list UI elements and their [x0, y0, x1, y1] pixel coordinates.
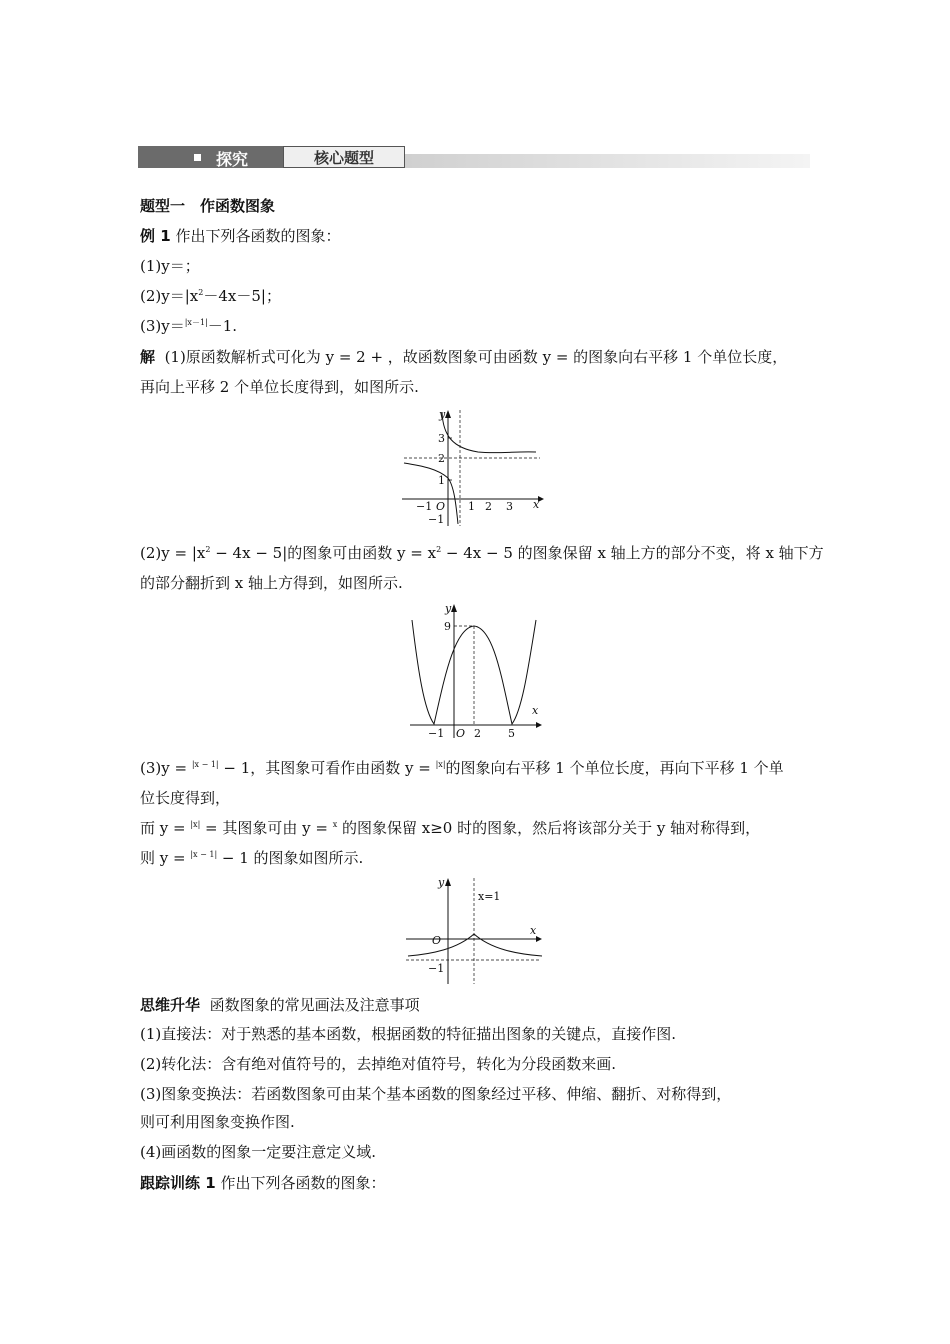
solution-1-line-2: 再向上平移 2 个单位长度得到，如图所示.: [140, 378, 419, 396]
summary-point-3a: (3)图象变换法：若函数图象可由某个基本函数的图象经过平移、伸缩、翻折、对称得到，: [140, 1085, 732, 1103]
item-1: (1)y＝；: [140, 257, 200, 275]
section-banner: [138, 146, 810, 170]
fig2-x-label: x: [532, 704, 539, 717]
example-label: 例 1: [140, 227, 171, 245]
fig2-tick-9: 9: [444, 620, 451, 633]
fig1-tick-x3: 3: [506, 500, 513, 513]
fig1-tick-x1: 1: [468, 500, 475, 513]
fig3-tick-neg1: −1: [428, 962, 445, 975]
figure-2-graph: [404, 600, 552, 742]
fig3-y-label: y: [438, 876, 445, 889]
fig2-y-label: y: [445, 602, 452, 615]
fig3-origin: O: [432, 934, 442, 947]
fig3-asymptote-label: x=1: [478, 890, 501, 903]
solution-3-line-1: (3)y = $^{|x - 1|}$ − 1，其图象可看作由函数 y = $^{|x|}$的图象向右平移 1 个单位长度，再向下平移 1 个单: [140, 759, 784, 777]
item-3: (3)y＝$^{|x-1|}$－1.: [140, 317, 238, 335]
fig2-tick-5: 5: [508, 727, 515, 740]
summary-title-line: [140, 995, 420, 1015]
summary-point-3b: 则可利用图象变换作图.: [140, 1113, 295, 1131]
fig1-tick-2: 2: [438, 452, 445, 465]
fig1-tick-neg1-y: −1: [428, 513, 445, 526]
banner-title-box: [283, 146, 405, 168]
practice-text: 作出下列各函数的图象：: [220, 1174, 386, 1192]
square-icon: [194, 154, 201, 161]
example-text: 作出下列各函数的图象：: [175, 227, 341, 245]
summary-label: 思维升华: [140, 996, 201, 1014]
section-title: 题型一 作函数图象: [140, 197, 276, 215]
summary-title: 函数图象的常见画法及注意事项: [209, 996, 420, 1014]
banner-tag-text: 探究: [216, 150, 249, 169]
fig2-tick-2: 2: [474, 727, 481, 740]
solution-2-line-1: $(2)y = |x^2 - 4x - 5|$的图象可由函数 $y = x^2 - 4x - 5$ 的图象保留 x 轴上方的部分不变，将 x 轴下方: [140, 544, 824, 562]
fig1-y-label: y: [439, 408, 446, 421]
fig1-tick-3: 3: [438, 432, 445, 445]
fig1-tick-1: 1: [438, 474, 445, 487]
banner-title: 核心题型: [313, 149, 374, 167]
solution-3-line-2: 位长度得到，: [140, 789, 231, 807]
fig3-x-label: x: [530, 924, 537, 937]
example-line: [140, 226, 340, 246]
fig1-x-label: x: [533, 498, 540, 511]
practice-label: 跟踪训练 1: [140, 1174, 216, 1192]
figure-3-graph: [402, 874, 550, 986]
solution-label: 解: [140, 348, 156, 366]
banner-fade-bar: [405, 154, 810, 168]
solution-2-line-2: 的部分翻折到 x 轴上方得到，如图所示.: [140, 574, 403, 592]
solution-3-line-4: 则 y = $^{|x - 1|}$ − 1 的图象如图所示.: [140, 849, 364, 867]
solution-1-line-1: [140, 347, 787, 367]
fig2-tick-neg1: −1: [428, 727, 445, 740]
summary-point-4: (4)画函数的图象一定要注意定义域.: [140, 1143, 377, 1161]
summary-point-1: (1)直接法：对于熟悉的基本函数，根据函数的特征描出图象的关键点，直接作图.: [140, 1025, 677, 1043]
practice-line: [140, 1173, 385, 1193]
banner-tag: [138, 146, 283, 168]
figure-1-graph: [398, 406, 548, 528]
item-2: $(2)y=|x^2-4x-5|$；: [140, 287, 281, 305]
fig1-tick-x2: 2: [485, 500, 492, 513]
fig2-origin: O: [456, 727, 466, 740]
summary-point-2: (2)转化法：含有绝对值符号的，去掉绝对值符号，转化为分段函数来画.: [140, 1055, 617, 1073]
solution-1a: (1)原函数解析式可化为 y = 2 + ，故函数图象可由函数 y = 的图象向右平移 1 个单位长度，: [164, 348, 788, 366]
solution-3-line-3: 而 y = $^{|x|}$ = 其图象可由 y = $^x$ 的图象保留 x≥0 时的图象，然后将该部分关于 y 轴对称得到，: [140, 819, 761, 837]
fig1-tick-neg1-x: −1: [416, 500, 433, 513]
fig1-origin: O: [436, 500, 446, 513]
